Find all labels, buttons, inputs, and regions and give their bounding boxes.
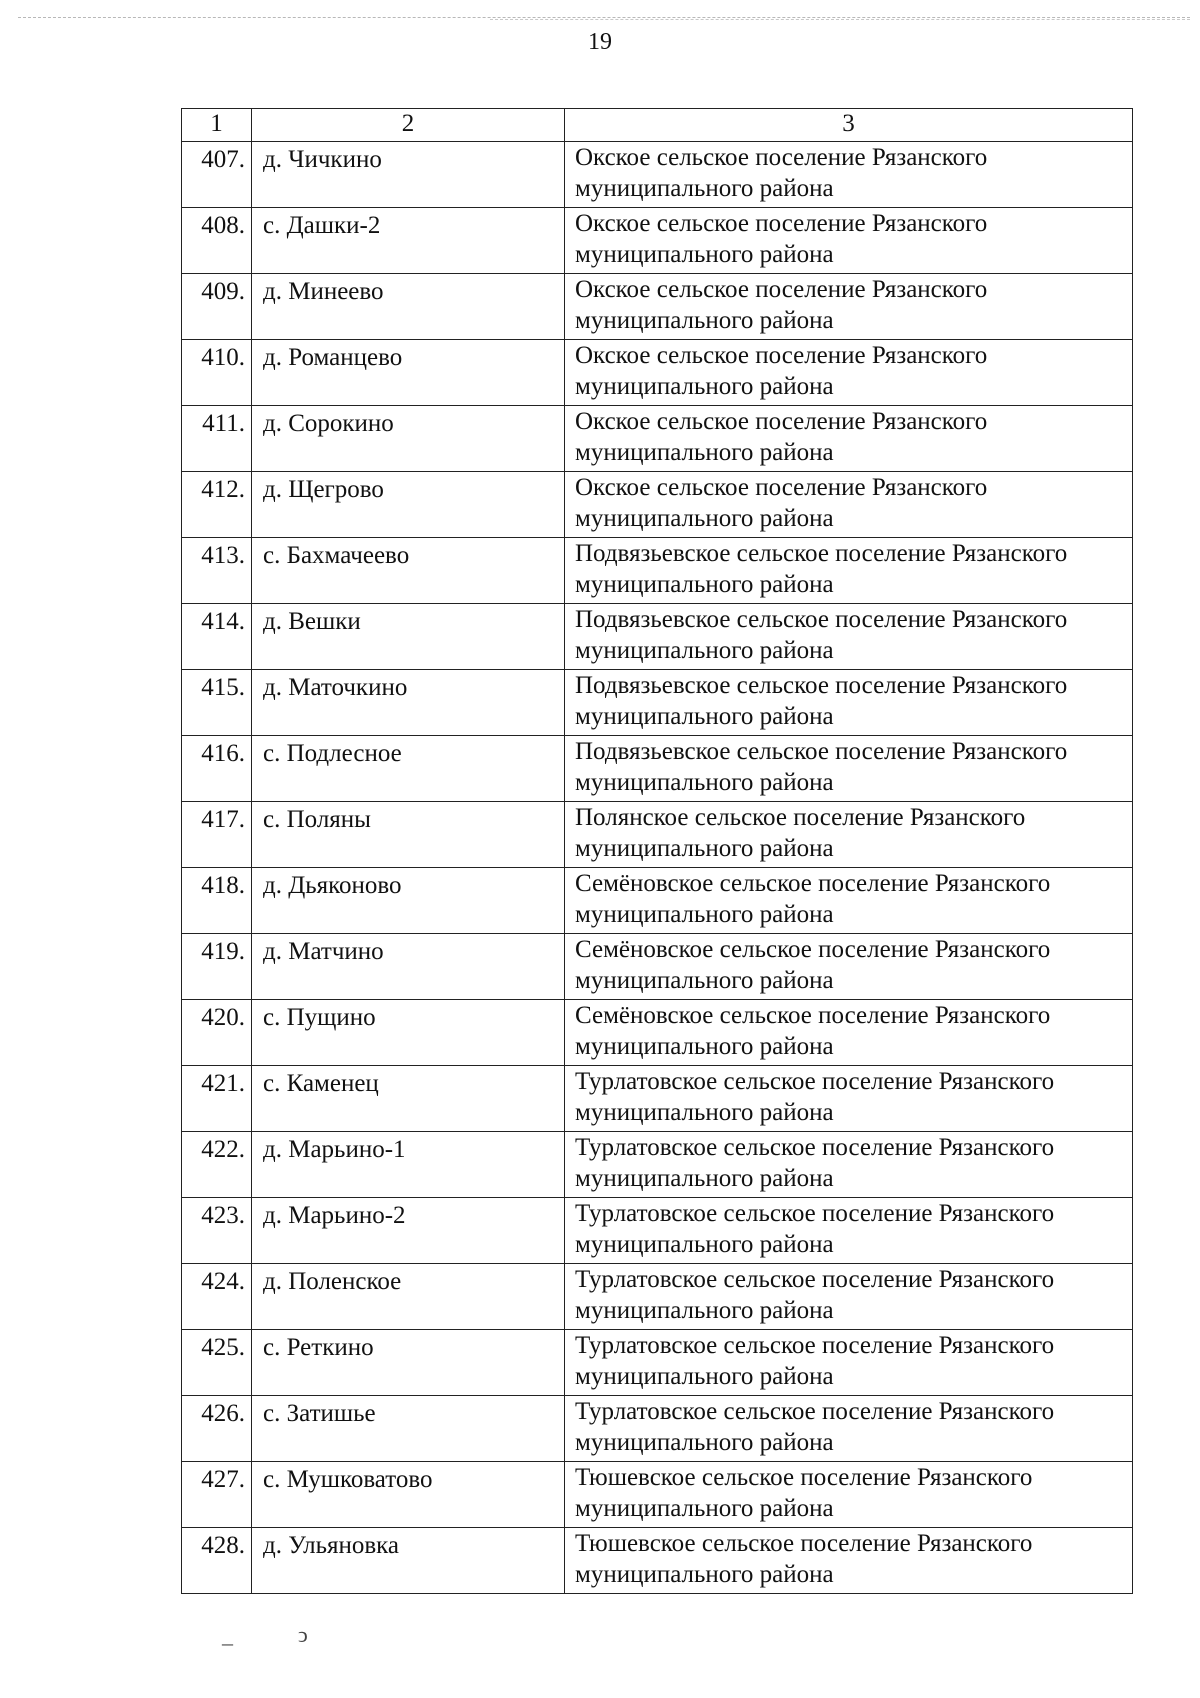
settlement-cell: Турлатовское сельское поселение Рязанского муниципального района [565, 1264, 1133, 1330]
row-number-cell: 419. [182, 934, 252, 1000]
settlement-cell: Подвязьевское сельское поселение Рязанского муниципального района [565, 736, 1133, 802]
row-number-cell: 412. [182, 472, 252, 538]
row-number-cell: 416. [182, 736, 252, 802]
row-number-cell: 426. [182, 1396, 252, 1462]
settlement-cell: Окское сельское поселение Рязанского муниципального района [565, 340, 1133, 406]
settlement-cell: Окское сельское поселение Рязанского муниципального района [565, 406, 1133, 472]
header-cell-number: 1 [182, 109, 252, 142]
settlement-cell: Окское сельское поселение Рязанского муниципального района [565, 208, 1133, 274]
place-name-cell: д. Ульяновка [252, 1528, 565, 1594]
row-number-cell: 417. [182, 802, 252, 868]
place-name-cell: с. Дашки-2 [252, 208, 565, 274]
place-name-cell: д. Матчино [252, 934, 565, 1000]
row-number-cell: 424. [182, 1264, 252, 1330]
settlement-cell: Подвязьевское сельское поселение Рязанского муниципального района [565, 538, 1133, 604]
row-number-cell: 411. [182, 406, 252, 472]
row-number-cell: 414. [182, 604, 252, 670]
row-number-cell: 410. [182, 340, 252, 406]
settlement-cell: Тюшевское сельское поселение Рязанского муниципального района [565, 1528, 1133, 1594]
place-name-cell: д. Дьяконово [252, 868, 565, 934]
header-row [182, 109, 1133, 142]
table-row [182, 802, 1133, 868]
table-row [182, 274, 1133, 340]
place-name-cell: с. Каменец [252, 1066, 565, 1132]
table-row [182, 1264, 1133, 1330]
row-number-cell: 409. [182, 274, 252, 340]
settlement-cell: Тюшевское сельское поселение Рязанского муниципального района [565, 1462, 1133, 1528]
row-number-cell: 427. [182, 1462, 252, 1528]
settlement-cell: Полянское сельское поселение Рязанского муниципального района [565, 802, 1133, 868]
row-number-cell: 422. [182, 1132, 252, 1198]
settlement-cell: Турлатовское сельское поселение Рязанского муниципального района [565, 1198, 1133, 1264]
place-name-cell: с. Реткино [252, 1330, 565, 1396]
place-name-cell: д. Романцево [252, 340, 565, 406]
settlement-cell: Окское сельское поселение Рязанского муниципального района [565, 142, 1133, 208]
row-number-cell: 407. [182, 142, 252, 208]
place-name-cell: д. Маточкино [252, 670, 565, 736]
settlement-cell: Семёновское сельское поселение Рязанского муниципального района [565, 1000, 1133, 1066]
place-name-cell: д. Щегрово [252, 472, 565, 538]
row-number-cell: 421. [182, 1066, 252, 1132]
table-row [182, 736, 1133, 802]
table-row [182, 208, 1133, 274]
settlements-table [181, 108, 1133, 1594]
row-number-cell: 413. [182, 538, 252, 604]
header-cell-place: 2 [252, 109, 565, 142]
table-header [182, 109, 1133, 142]
table-row [182, 1396, 1133, 1462]
row-number-cell: 408. [182, 208, 252, 274]
place-name-cell: с. Пущино [252, 1000, 565, 1066]
table-row [182, 340, 1133, 406]
place-name-cell: с. Затишье [252, 1396, 565, 1462]
scan-mark: – [222, 1630, 233, 1655]
place-name-cell: с. Поляны [252, 802, 565, 868]
table-row [182, 868, 1133, 934]
row-number-cell: 423. [182, 1198, 252, 1264]
table-row [182, 1462, 1133, 1528]
page-number: 19 [588, 29, 612, 55]
row-number-cell: 415. [182, 670, 252, 736]
place-name-cell: д. Сорокино [252, 406, 565, 472]
place-name-cell: д. Поленское [252, 1264, 565, 1330]
table-row [182, 934, 1133, 1000]
settlement-cell: Турлатовское сельское поселение Рязанского муниципального района [565, 1396, 1133, 1462]
settlement-cell: Семёновское сельское поселение Рязанского муниципального района [565, 868, 1133, 934]
table-row [182, 472, 1133, 538]
place-name-cell: с. Бахмачеево [252, 538, 565, 604]
settlement-cell: Турлатовское сельское поселение Рязанского муниципального района [565, 1132, 1133, 1198]
scan-edge-line [490, 19, 1190, 20]
settlement-cell: Турлатовское сельское поселение Рязанского муниципального района [565, 1066, 1133, 1132]
place-name-cell: д. Чичкино [252, 142, 565, 208]
place-name-cell: с. Подлесное [252, 736, 565, 802]
place-name-cell: д. Вешки [252, 604, 565, 670]
settlement-cell: Подвязьевское сельское поселение Рязанского муниципального района [565, 670, 1133, 736]
settlement-cell: Окское сельское поселение Рязанского муниципального района [565, 274, 1133, 340]
scan-mark: ͻ [298, 1622, 308, 1647]
table-row [182, 1132, 1133, 1198]
table-row [182, 1528, 1133, 1594]
table-row [182, 604, 1133, 670]
table-row [182, 406, 1133, 472]
table-row [182, 142, 1133, 208]
table-body [182, 142, 1133, 1594]
table-row [182, 1198, 1133, 1264]
place-name-cell: д. Марьино-1 [252, 1132, 565, 1198]
table-row [182, 538, 1133, 604]
row-number-cell: 425. [182, 1330, 252, 1396]
place-name-cell: д. Марьино-2 [252, 1198, 565, 1264]
header-cell-settlement: 3 [565, 109, 1133, 142]
settlement-cell: Подвязьевское сельское поселение Рязанского муниципального района [565, 604, 1133, 670]
settlement-cell: Окское сельское поселение Рязанского муниципального района [565, 472, 1133, 538]
place-name-cell: д. Минеево [252, 274, 565, 340]
row-number-cell: 428. [182, 1528, 252, 1594]
settlement-cell: Семёновское сельское поселение Рязанского муниципального района [565, 934, 1133, 1000]
row-number-cell: 420. [182, 1000, 252, 1066]
settlement-cell: Турлатовское сельское поселение Рязанского муниципального района [565, 1330, 1133, 1396]
table-row [182, 1330, 1133, 1396]
scan-edge-line [18, 17, 1190, 18]
place-name-cell: с. Мушковатово [252, 1462, 565, 1528]
table-row [182, 670, 1133, 736]
table-row [182, 1000, 1133, 1066]
row-number-cell: 418. [182, 868, 252, 934]
table-row [182, 1066, 1133, 1132]
